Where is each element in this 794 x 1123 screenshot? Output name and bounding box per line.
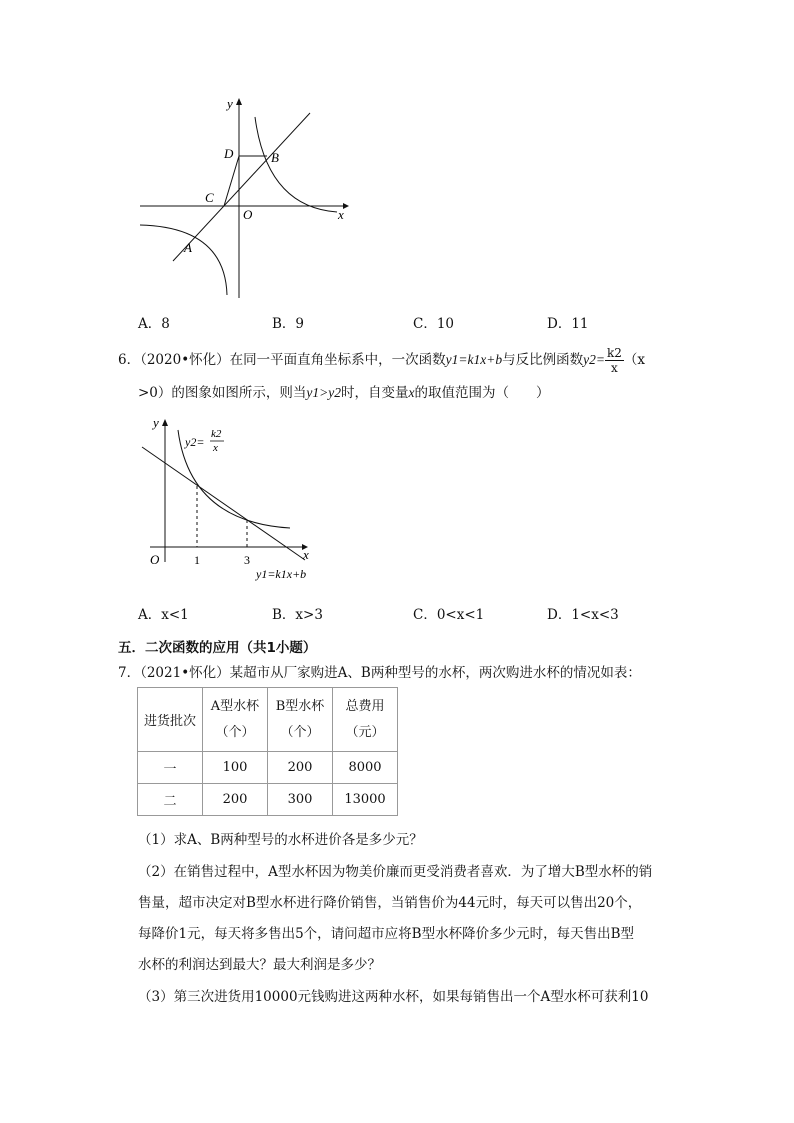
table-cell: 200 [203,784,268,816]
q6-option-a[interactable]: A．x<1 [138,607,189,623]
q5-option-c[interactable]: C．10 [413,316,455,332]
q6-option-b[interactable]: B．x>3 [272,607,323,623]
table-header-total-cost: 总费用 （元） [333,688,398,752]
table-cell: 二 [138,784,203,816]
table-cell: 13000 [333,784,398,816]
q7-line-1 [118,663,641,683]
fig1-y-arrow-icon [236,98,242,105]
fig1-label-d: D [224,146,234,161]
fig1-line [173,113,310,261]
q6-line-2c: 的取值范围为（ ） [414,385,550,401]
table-row [138,752,398,784]
q6-var: x [408,385,415,400]
q7-part-3: （3）第三次进货用10000元钱购进这两种水杯，如果每销售出一个A型水杯可获利10 [138,989,649,1005]
fig1-label-a: A [184,240,192,255]
fig2-tick-3: 3 [244,553,250,567]
fig1-label-b: B [271,150,279,165]
fig1-x-arrow-icon [343,203,349,209]
q6-frac-num: k2 [606,346,622,360]
q5-option-d[interactable]: D．11 [547,316,589,332]
q6-number: 6． [118,352,141,368]
q6-line-1 [118,346,645,375]
table-header-a-cups: A型水杯 （个） [203,688,268,752]
fig2-tick-1: 1 [194,553,200,567]
q6-text-2: 与反比例函数 [502,352,584,368]
q6-option-d[interactable]: D．1<x<3 [547,607,619,623]
q7-intro: 某超市从厂家购进A、B两种型号的水杯，两次购进水杯的情况如表： [229,665,641,681]
q6-frac-den: x [611,361,618,375]
fig1-label-x: x [338,207,344,222]
fig1-label-origin: O [243,207,253,222]
fig2-line-label: y1=k1x+b [256,567,307,581]
q6-source: （2020•怀化） [140,352,230,368]
q7-part-2-line-4: 水杯的利润达到最大？最大利润是多少？ [138,957,381,973]
q6-line-2a: >0）的图象如图所示，则当 [138,385,307,401]
table-header-row [138,688,398,752]
q6-line-2b: 时，自变量 [341,385,409,401]
fig1-label-y: y [227,96,233,111]
q6-y1-expr: y1=k1x+b [445,352,503,367]
table-header-b-cups: B型水杯 （个） [268,688,333,752]
fig2-curve-label-num: k2 [211,428,222,440]
table-row [138,784,398,816]
table-cell: 300 [268,784,333,816]
fig2-line [142,447,305,560]
q6-fraction [605,346,624,375]
fig2-y-arrow-icon [162,419,168,426]
table-cell: 一 [138,752,203,784]
fig1-hyperbola-q3 [140,225,227,295]
q6-cond-open: （x [623,352,646,368]
q7-source: （2021•怀化） [140,665,230,681]
fig2-label-y: y [153,415,159,430]
q7-part-2-line-3: 每降价1元，每天将多售出5个，请问超市应将B型水杯降价多少元时，每天售出B型 [138,926,635,942]
q6-y2-lhs: y2= [583,352,605,367]
fig2-curve-label-lhs: y2= [185,435,205,449]
q5-option-a[interactable]: A．8 [138,316,170,332]
q7-table [137,687,398,816]
fig1-hyperbola-q1 [255,117,337,212]
q6-option-c[interactable]: C．0<x<1 [413,607,485,623]
q6-line-2 [138,383,550,403]
table-cell: 200 [268,752,333,784]
figure-1-hyperbola-line [135,95,355,305]
q6-text-1: 在同一平面直角坐标系中，一次函数 [229,352,446,368]
figure-2-line-hyperbola [140,412,320,587]
fig1-label-c: C [205,190,214,205]
q5-option-b[interactable]: B．9 [272,316,305,332]
q7-part-1: （1）求A、B两种型号的水杯进价各是多少元？ [138,832,423,848]
q7-part-2-line-1: （2）在销售过程中，A型水杯因为物美价廉而更受消费者喜欢．为了增大B型水杯的销 [138,864,653,880]
fig2-label-origin: O [150,552,160,567]
section-title: 五．二次函数的应用（共1小题） [118,640,317,656]
table-cell: 100 [203,752,268,784]
table-cell: 8000 [333,752,398,784]
q6-compare: y1>y2 [306,385,341,400]
fig2-curve-label-den: x [213,442,218,454]
q7-part-2-line-2: 售量，超市决定对B型水杯进行降价销售，当销售价为44元时，每天可以售出20个， [138,895,642,911]
fig2-label-x: x [303,547,309,562]
table-header-batch: 进货批次 [138,688,203,752]
q7-number: 7． [118,665,141,681]
